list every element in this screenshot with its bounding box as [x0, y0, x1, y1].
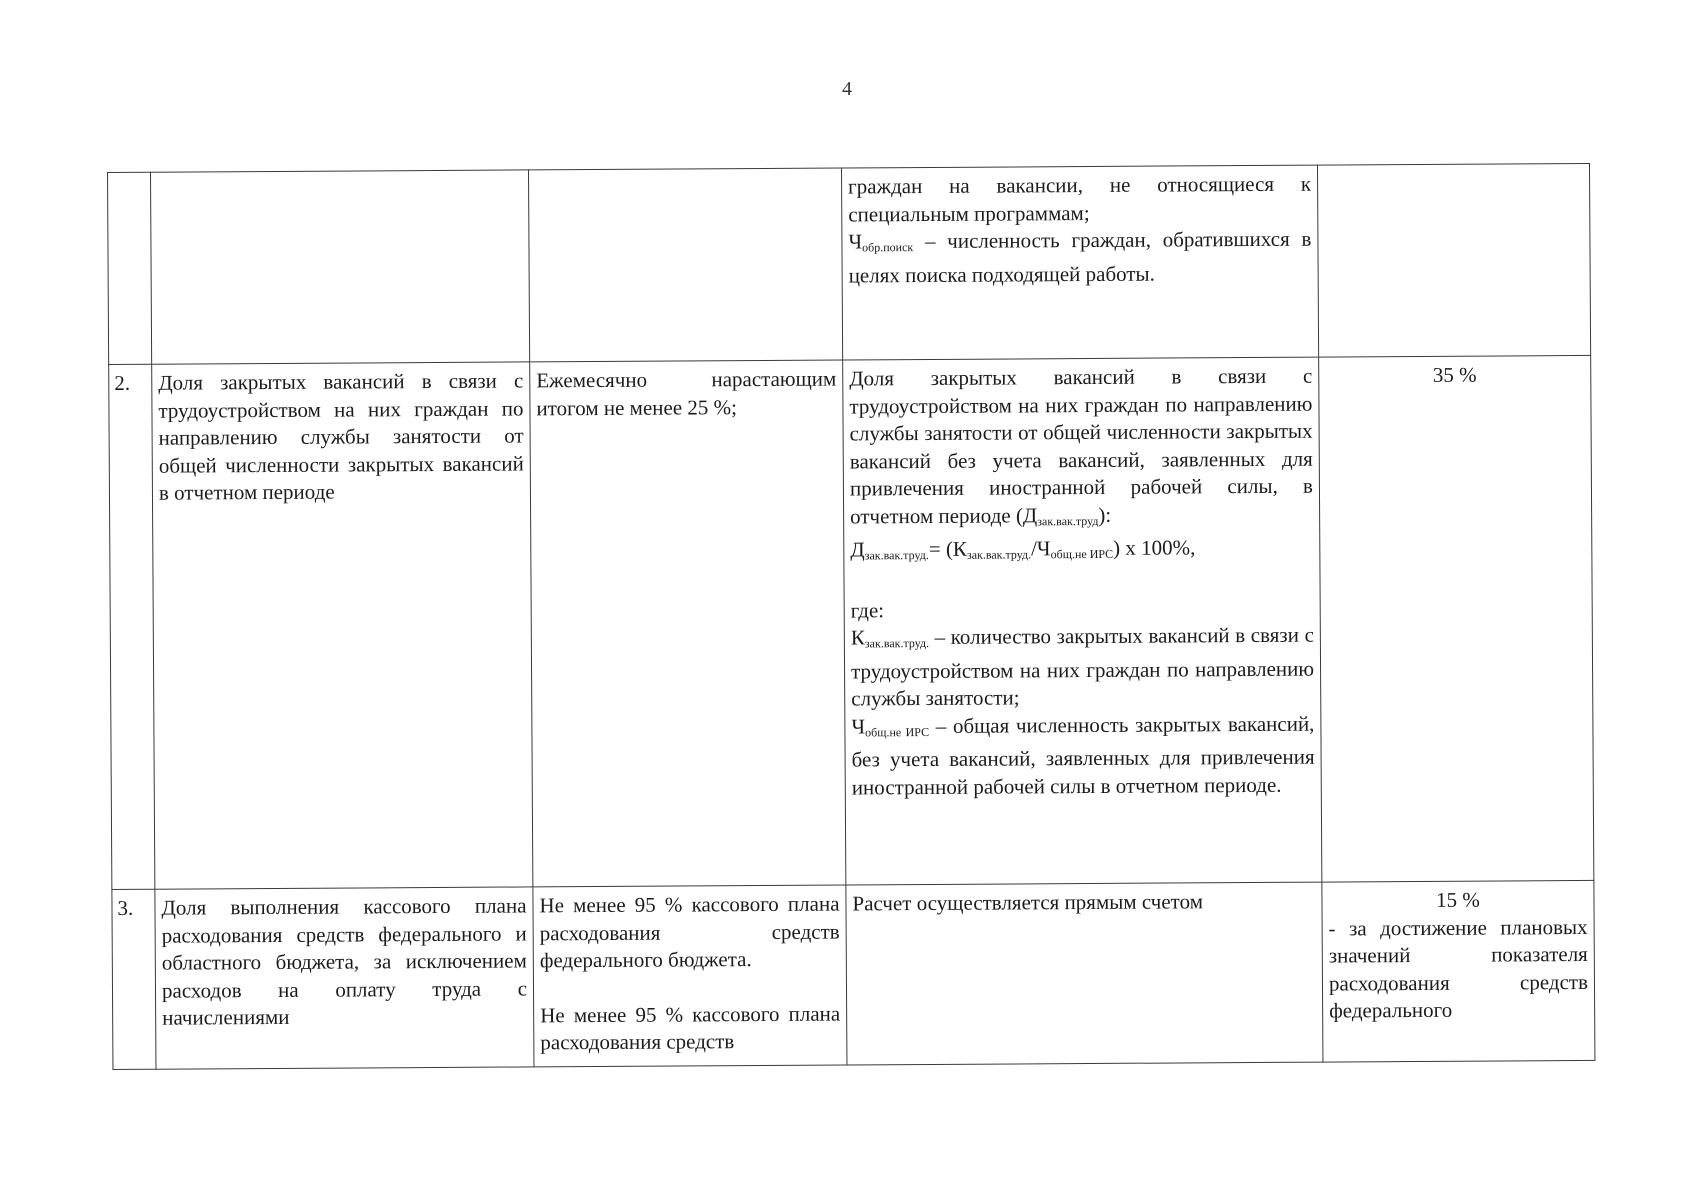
formula-subscript: зак.вак.труд. — [966, 547, 1032, 562]
formula-part: Д — [850, 537, 865, 562]
row-number: 2. — [109, 364, 155, 889]
row-number — [108, 172, 152, 364]
method-text: граждан на вакансии, не относящиеся к специальным программам; — [848, 171, 1312, 226]
calculation-method — [841, 165, 1318, 360]
indicator-weight: 35 % — [1319, 355, 1594, 882]
table-row — [109, 355, 1594, 889]
variable-subscript: общ.не ИРС — [865, 724, 930, 739]
weight-value: 15 % — [1436, 887, 1480, 912]
variable-symbol: К — [850, 625, 865, 650]
variable-description: – общая численность закрытых вакансий, без учета вакансий, заявленных для привлечения иностранной рабочей силы в отчетном периоде. — [851, 711, 1315, 799]
formula-subscript: общ.не ИРС — [1050, 546, 1114, 562]
formula — [850, 535, 1195, 561]
formula-part: = (К — [928, 536, 967, 561]
formula-part: /Ч — [1030, 536, 1051, 561]
indicators-table — [107, 163, 1595, 1070]
method-symbol: Ч — [848, 229, 863, 254]
indicator-norm: Ежемесячно нарастающим итогом не менее 25 %; — [530, 360, 846, 887]
variable-subscript: зак.вак.труд. — [864, 635, 930, 651]
calculation-method — [843, 357, 1322, 885]
indicator-weight — [1317, 163, 1590, 357]
method-text: ): — [1098, 502, 1112, 527]
calculation-method: Расчет осуществляется прямым счетом — [846, 882, 1323, 1065]
method-text: – численность граждан, обратившихся в целях поиска подходящей работы. — [848, 226, 1312, 287]
method-subscript: обр.поиск — [862, 240, 914, 255]
indicator-name: Доля выполнения кассового плана расходования средств федерального и областного бюджета, за исключением расходов на оплату труда с начислениями — [155, 887, 534, 1069]
weight-note: - за достижение плановых значений показателя расходования средств федерального — [1328, 914, 1589, 1023]
formula-part: ) х 100%, — [1113, 535, 1196, 560]
where-label: где: — [850, 597, 885, 622]
row-number: 3. — [112, 889, 156, 1069]
formula-subscript: зак.вак.труд. — [864, 547, 929, 563]
variable-symbol: Ч — [851, 713, 866, 738]
indicator-name: Доля закрытых вакансий в связи с трудоустройством на них граждан по направлению службы занятости от общей численности закрытых вакансий в отчетном периоде — [152, 362, 533, 889]
table-row — [108, 163, 1591, 364]
table-row — [112, 880, 1595, 1069]
variable-description: – количество закрытых вакансий в связи с трудоустройством на них граждан по направлению службы занятости; — [850, 622, 1315, 711]
method-subscript: зак.вак.труд — [1037, 513, 1099, 528]
norm-federal: Не менее 95 % кассового плана расходования средств федерального бюджета. — [539, 891, 840, 973]
page-number: 4 — [842, 78, 852, 100]
indicator-weight — [1322, 880, 1595, 1062]
indicator-name — [151, 170, 530, 364]
indicator-norm — [528, 168, 842, 362]
norm-regional: Не менее 95 % кассового плана расходования средств — [540, 1001, 841, 1055]
indicator-norm — [533, 885, 847, 1067]
method-text: Доля закрытых вакансий в связи с трудоустройством на них граждан по направлению службы занятости от общей численности закрытых вакансий без учета вакансий, заявленных для привлечения иностранной рабочей силы, в отчетном периоде (Д — [849, 363, 1314, 528]
